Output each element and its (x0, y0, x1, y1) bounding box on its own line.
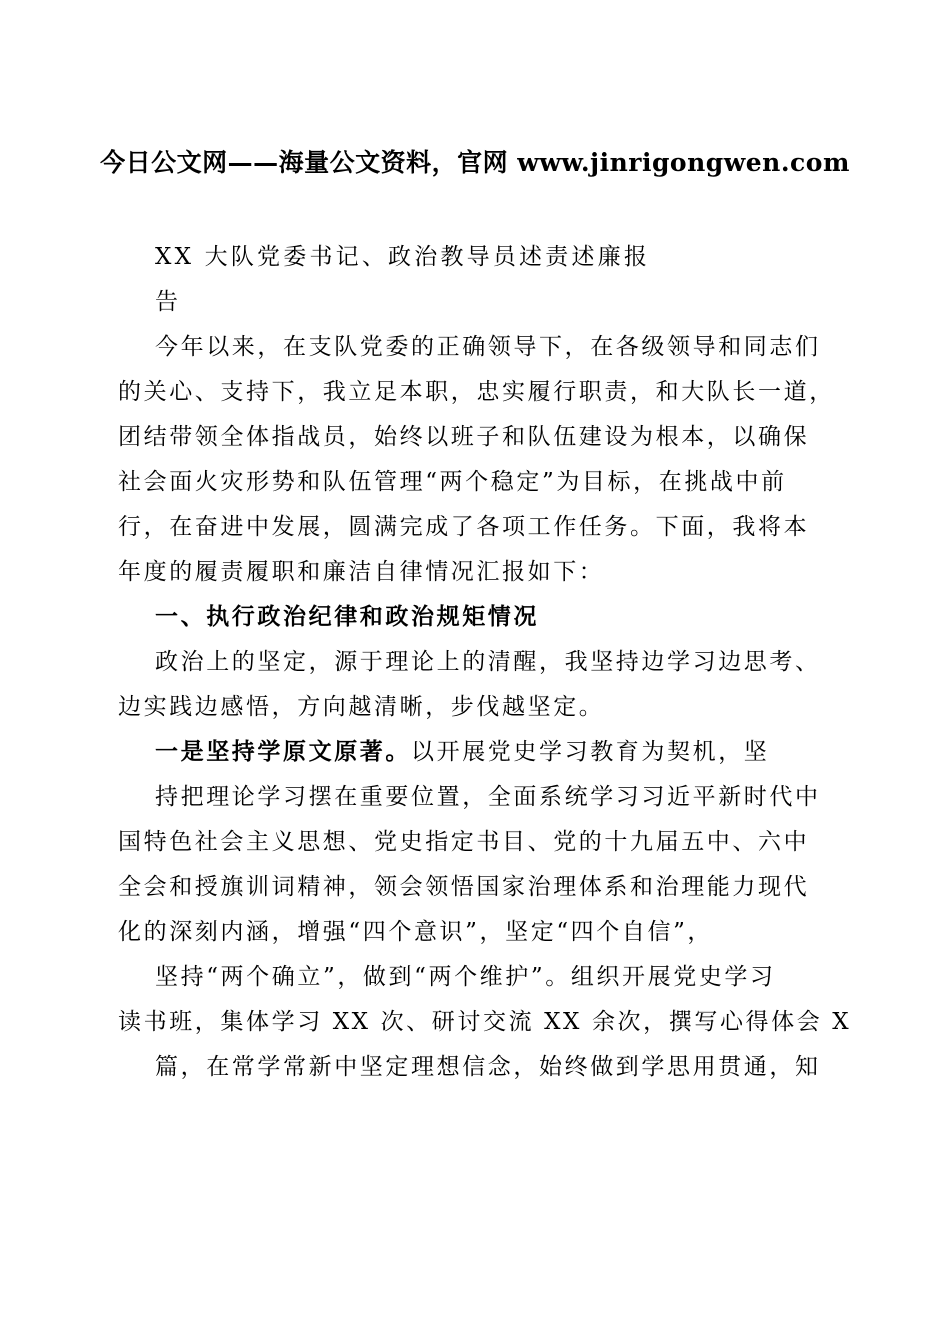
section-paragraph-line: 政治上的坚定，源于理论上的清醒，我坚持边学习边思考、 (155, 649, 821, 675)
document-title-line-1: XX 大队党委书记、政治教导员述责述廉报 (155, 244, 651, 270)
point-body-line: 坚持“两个确立”，做到“两个维护”。组织开展党史学习 (155, 964, 776, 990)
intro-line: 年度的履责履职和廉洁自律情况汇报如下： (118, 559, 605, 585)
section-heading: 一、执行政治纪律和政治规矩情况 (155, 604, 539, 630)
intro-line: 今年以来，在支队党委的正确领导下，在各级领导和同志们 (155, 334, 821, 360)
point-body-line: 篇，在常学常新中坚定理想信念，始终做到学思用贯通，知 (155, 1054, 821, 1080)
intro-line: 团结带领全体指战员，始终以班子和队伍建设为根本，以确保 (118, 424, 810, 450)
intro-line: 行，在奋进中发展，圆满完成了各项工作任务。下面，我将本 (118, 514, 810, 540)
point-body-line: 持把理论学习摆在重要位置，全面系统学习习近平新时代中 (155, 784, 821, 810)
point-body-line: 全会和授旗训词精神，领会领悟国家治理体系和治理能力现代 (118, 874, 810, 900)
site-header: 今日公文网——海量公文资料，官网 www.jinrigongwen.com (100, 148, 850, 177)
point-body-line: 化的深刻内涵，增强“四个意识”，坚定“四个自信”， (118, 919, 714, 945)
intro-line: 社会面火灾形势和队伍管理“两个稳定”为目标，在挑战中前 (118, 469, 787, 495)
point-body-line: 国特色社会主义思想、党史指定书目、党的十九届五中、六中 (118, 829, 810, 855)
intro-line: 的关心、支持下，我立足本职，忠实履行职责，和大队长一道， (118, 379, 835, 405)
point-heading: 一是坚持学原文原著。 (155, 739, 411, 765)
document-title-line-2: 告 (155, 289, 181, 315)
point-lead: 以开展党史学习教育为契机，坚 (411, 739, 770, 765)
point-heading-line (155, 732, 769, 772)
point-body-line: 读书班，集体学习 XX 次、研讨交流 XX 余次，撰写心得体会 X (118, 1009, 852, 1035)
section-paragraph-line: 边实践边感悟，方向越清晰，步伐越坚定。 (118, 694, 605, 720)
